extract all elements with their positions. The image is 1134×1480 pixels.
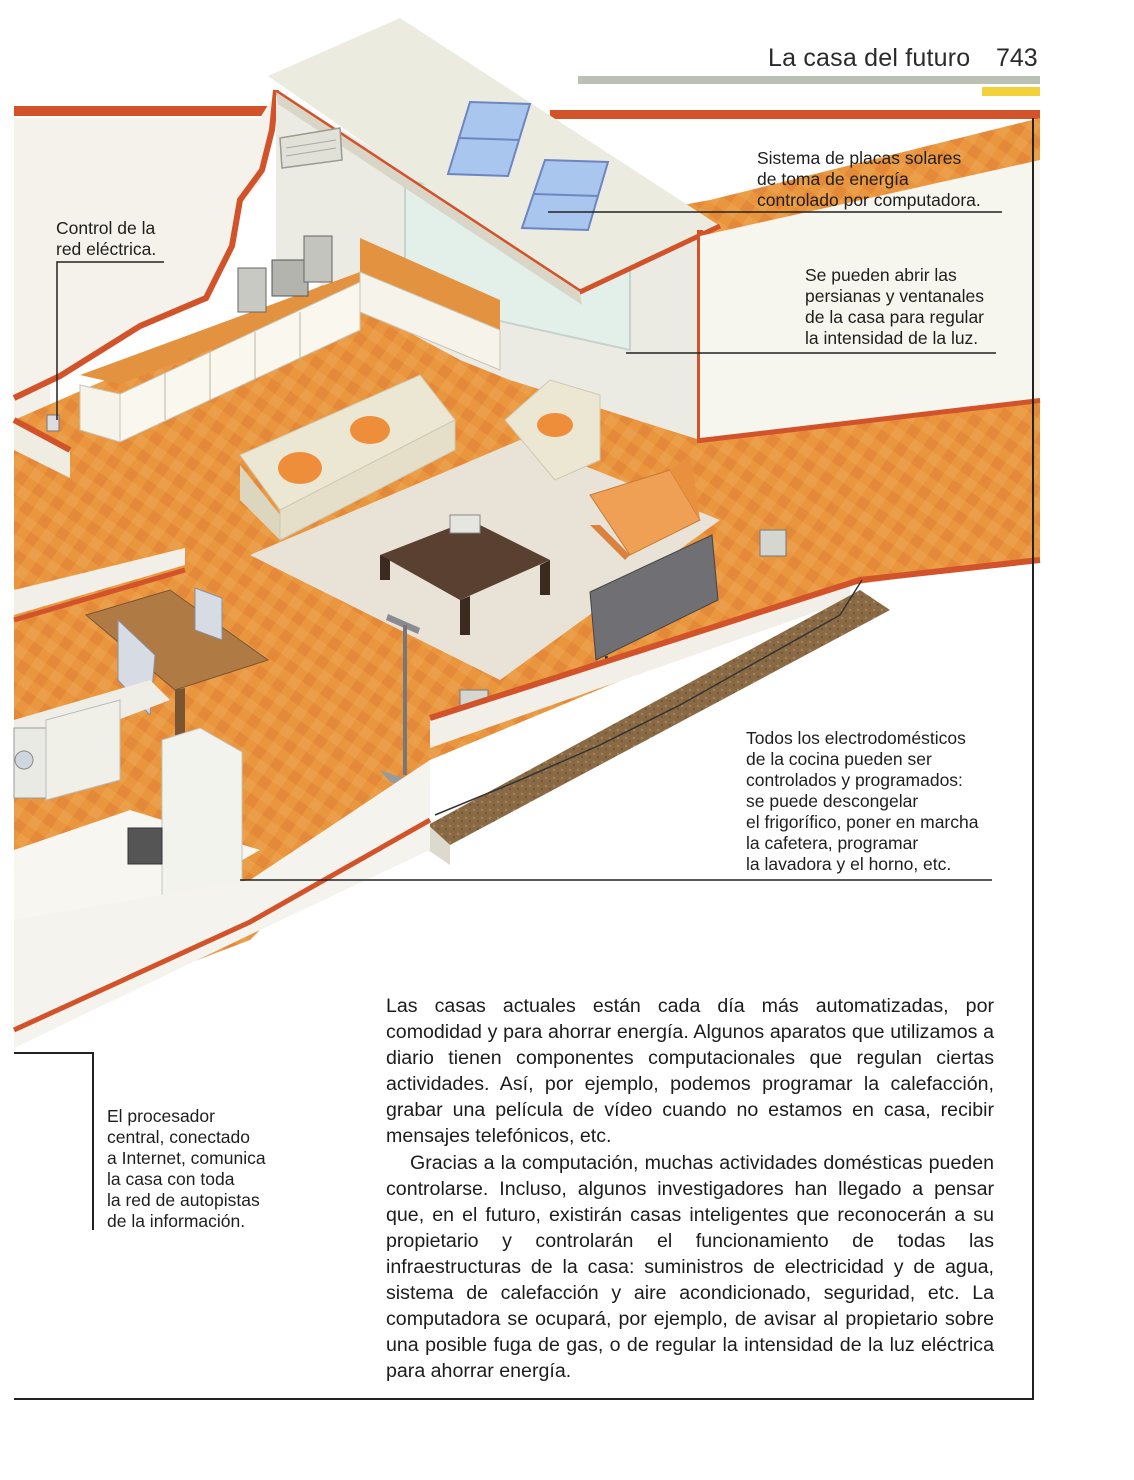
- caption-line: de toma de energía: [757, 169, 909, 189]
- caption-line: de la casa para regular: [805, 307, 984, 327]
- caption-line: el frigorífico, poner en marcha: [746, 812, 979, 832]
- caption-line: a Internet, comunica: [107, 1148, 266, 1168]
- caption-line: Todos los electrodomésticos: [746, 728, 966, 748]
- wall-trim-top-left: [14, 106, 276, 116]
- page-number: 743: [996, 44, 1038, 72]
- caption-line: de la información.: [107, 1211, 246, 1231]
- caption-line: persianas y ventanales: [805, 286, 984, 306]
- body-text: [386, 993, 994, 1384]
- caption-line: la casa con toda: [107, 1169, 235, 1189]
- caption-appliances: [746, 728, 978, 875]
- caption-line: red eléctrica.: [56, 239, 157, 259]
- caption-line: controlado por computadora.: [757, 190, 981, 210]
- page-frame-right: [1032, 118, 1034, 1400]
- caption-line: se puede descongelar: [746, 791, 919, 811]
- caption-grid-control: [56, 218, 156, 260]
- body-paragraph-1: Las casas actuales están cada día más automatizadas, por comodidad y para ahorrar energía. Algunos aparatos que utilizamos a diario tienen componentes computacionales que regulan ciertas actividades. Así, por ejemplo, podemos programar la calefacción, grabar una película de vídeo cuando no estamos en casa, recibir mensajes telefónicos, etc.: [386, 995, 994, 1148]
- caption-blinds: [805, 265, 984, 349]
- caption-line: Sistema de placas solares: [757, 148, 962, 168]
- caption-central-processor: [107, 1106, 266, 1232]
- header-rule: [578, 76, 1040, 84]
- wall-trim-top-right: [550, 110, 1040, 119]
- caption-solar-panels: [757, 148, 981, 211]
- caption-line: la intensidad de la luz.: [805, 328, 979, 348]
- caption-line: El procesador: [107, 1106, 215, 1126]
- caption-line: de la cocina pueden ser: [746, 749, 932, 769]
- caption-line: la lavadora y el horno, etc.: [746, 854, 952, 874]
- caption-line: Se pueden abrir las: [805, 265, 957, 285]
- speaker-right: [760, 530, 786, 556]
- header-accent-bar: [982, 87, 1040, 96]
- caption-line: Control de la: [56, 218, 156, 238]
- processor-caption-bracket-vertical: [92, 1052, 94, 1230]
- page-frame-bottom: [14, 1398, 1034, 1400]
- kitchen-tv: [128, 828, 162, 864]
- caption-line: controlados y programados:: [746, 770, 963, 790]
- phone: [450, 515, 480, 533]
- caption-line: la cafetera, programar: [746, 833, 919, 853]
- body-paragraph-2: Gracias a la computación, muchas actividades domésticas pueden controlarse. Incluso, algunos investigadores han llegado a pensar que, en el futuro, existirán casas inteligentes que reconocerán a su propietario y controlarán el funcionamiento de todas las infraestructuras de la casa: suministros de electricidad y de agua, sistema de calefacción y aire acondicionado, seguridad, etc. La computadora se ocupará, por ejemplo, de avisar al propietario sobre una posible fuga de gas, o de regular la intensidad de la luz eléctrica para ahorrar energía.: [386, 1151, 994, 1383]
- caption-line: la red de autopistas: [107, 1190, 260, 1210]
- processor-caption-bracket: [14, 1052, 94, 1054]
- caption-line: central, conectado: [107, 1127, 251, 1147]
- running-header-title: La casa del futuro: [768, 44, 971, 72]
